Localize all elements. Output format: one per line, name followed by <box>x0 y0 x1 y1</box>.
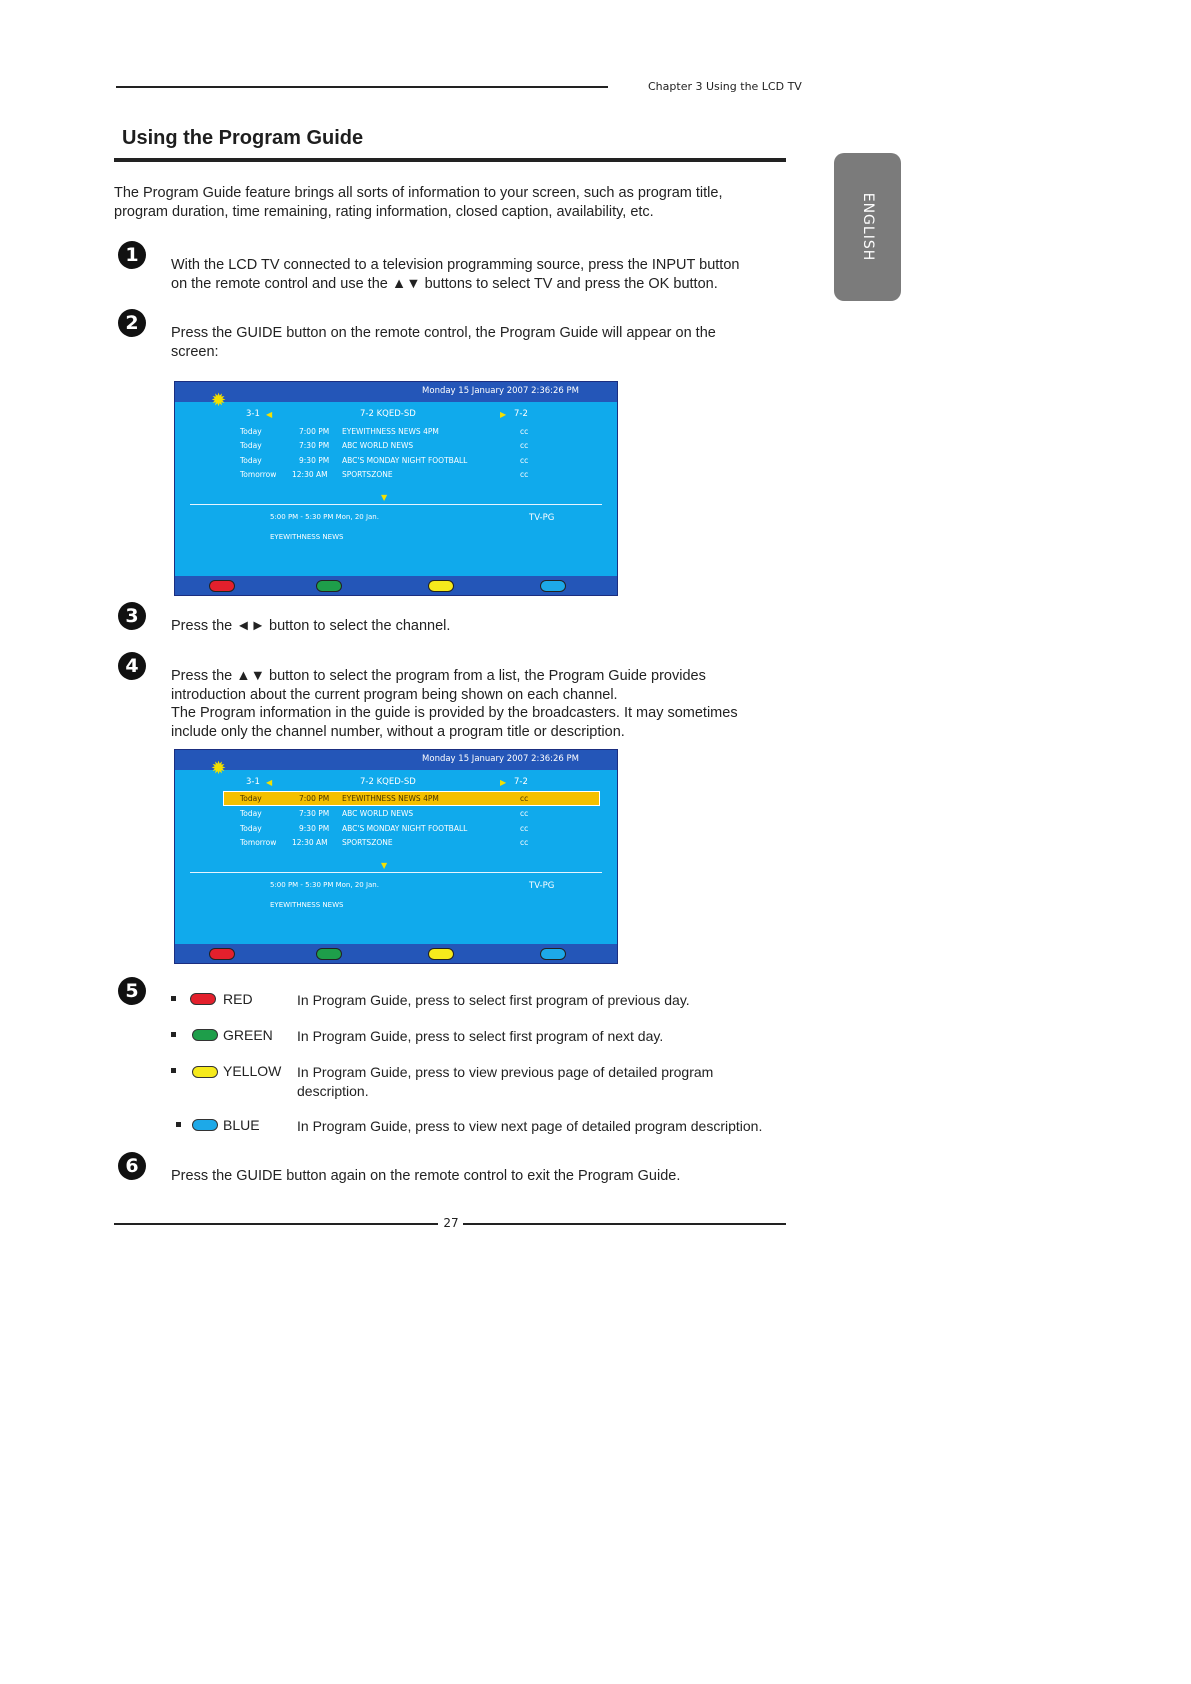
bullet <box>171 996 176 1001</box>
program-title: ABC'S MONDAY NIGHT FOOTBALL <box>342 456 468 465</box>
guide-datetime: Monday 15 January 2007 2:36:26 PM <box>422 754 579 764</box>
guide-program-row <box>175 439 617 453</box>
program-day: Today <box>240 824 262 833</box>
program-guide-screen-1 <box>174 381 618 596</box>
step-4-text <box>171 667 738 741</box>
program-cc: cc <box>520 427 529 436</box>
step-text-line: include only the channel number, without a program title or description. <box>171 723 625 740</box>
red-button-label: RED <box>223 991 253 1007</box>
program-title: EYEWITHNESS NEWS 4PM <box>342 794 439 803</box>
step-3-number: 3 <box>118 602 146 630</box>
language-tab-label: ENGLISH <box>859 192 876 262</box>
step-text-line: Press the GUIDE button on the remote control, the Program Guide will appear on the <box>171 325 716 341</box>
program-day: Today <box>240 794 262 803</box>
program-title: ABC WORLD NEWS <box>342 441 414 450</box>
program-time: 9:30 PM <box>299 824 330 833</box>
description-line: description. <box>297 1082 369 1099</box>
description-line: In Program Guide, press to select first program of previous day. <box>297 992 690 1008</box>
guide-program-row <box>175 454 617 468</box>
step-text-line: Press the GUIDE button again on the remote control to exit the Program Guide. <box>171 1168 681 1184</box>
footer-rule-right <box>463 1223 786 1225</box>
green-button-label: GREEN <box>223 1027 273 1043</box>
program-cc: cc <box>520 441 529 450</box>
program-cc: cc <box>520 809 529 818</box>
program-time: 12:30 AM <box>292 470 328 479</box>
program-title: ABC'S MONDAY NIGHT FOOTBALL <box>342 824 468 833</box>
bullet <box>171 1068 176 1073</box>
yellow-button-description <box>297 1063 713 1100</box>
blue-button-description <box>297 1117 762 1136</box>
program-cc: cc <box>520 456 529 465</box>
step-4-number: 4 <box>118 652 146 680</box>
program-title: SPORTSZONE <box>342 838 393 847</box>
step-text-line: introduction about the current program being shown on each channel. <box>171 686 618 703</box>
program-time: 7:30 PM <box>299 809 330 818</box>
title-rule <box>114 158 786 162</box>
green-button-icon <box>316 580 342 592</box>
down-arrow-icon: ▼ <box>381 493 388 502</box>
guide-program-row <box>175 425 617 439</box>
step-6-text <box>171 1167 680 1186</box>
right-arrow-icon: ▶ <box>500 410 507 419</box>
red-button-description <box>297 991 690 1010</box>
step-2-text <box>171 324 716 361</box>
program-day: Today <box>240 441 262 450</box>
green-button-icon <box>192 1029 218 1041</box>
red-button-icon <box>209 580 235 592</box>
blue-button-label: BLUE <box>223 1117 260 1133</box>
program-cc: cc <box>520 470 529 479</box>
guide-bottom-bar <box>175 576 617 595</box>
guide-time-slot: 5:00 PM - 5:30 PM Mon, 20 Jan. <box>270 881 379 889</box>
yellow-button-label: YELLOW <box>223 1063 282 1079</box>
program-time: 9:30 PM <box>299 456 330 465</box>
guide-current-channel: 7-2 KQED-SD <box>360 409 416 419</box>
blue-button-icon <box>540 948 566 960</box>
guide-datetime: Monday 15 January 2007 2:36:26 PM <box>422 386 579 396</box>
guide-bottom-bar <box>175 944 617 963</box>
guide-next-channel: 7-2 <box>514 409 528 419</box>
guide-prev-channel: 3-1 <box>246 777 260 787</box>
step-text-line: screen: <box>171 343 219 360</box>
down-arrow-icon: ▼ <box>381 861 388 870</box>
program-cc: cc <box>520 824 529 833</box>
step-2-number: 2 <box>118 309 146 337</box>
blue-button-icon <box>540 580 566 592</box>
gear-icon: ✹ <box>211 390 227 411</box>
green-button-description <box>297 1027 663 1046</box>
program-title: SPORTSZONE <box>342 470 393 479</box>
step-3-text <box>171 617 450 636</box>
description-line: In Program Guide, press to select first program of next day. <box>297 1028 664 1044</box>
yellow-button-icon <box>192 1066 218 1078</box>
program-day: Today <box>240 427 262 436</box>
guide-rating: TV-PG <box>529 881 555 891</box>
guide-time-slot: 5:00 PM - 5:30 PM Mon, 20 Jan. <box>270 513 379 521</box>
guide-program-row <box>175 822 617 836</box>
step-text-line: Press the ▲▼ button to select the program from a list, the Program Guide provides <box>171 668 706 684</box>
blue-button-icon <box>192 1119 218 1131</box>
program-day: Tomorrow <box>240 470 277 479</box>
step-text-line: on the remote control and use the ▲▼ buttons to select TV and press the OK button. <box>171 275 718 292</box>
step-text-line: Press the ◄► button to select the channel. <box>171 618 451 634</box>
program-day: Today <box>240 456 262 465</box>
step-5-number: 5 <box>118 977 146 1005</box>
program-day: Today <box>240 809 262 818</box>
program-title: EYEWITHNESS NEWS 4PM <box>342 427 439 436</box>
program-cc: cc <box>520 794 529 803</box>
guide-program-row <box>175 836 617 850</box>
step-6-number: 6 <box>118 1152 146 1180</box>
guide-program-row-selected <box>175 792 617 806</box>
intro-line: The Program Guide feature brings all sorts of information to your screen, such as program title, <box>114 185 723 201</box>
program-time: 12:30 AM <box>292 838 328 847</box>
program-title: ABC WORLD NEWS <box>342 809 414 818</box>
step-text-line: With the LCD TV connected to a television programming source, press the INPUT button <box>171 257 740 273</box>
program-day: Tomorrow <box>240 838 277 847</box>
program-time: 7:00 PM <box>299 427 330 436</box>
bullet <box>176 1122 181 1127</box>
guide-description: EYEWITHNESS NEWS <box>270 901 344 909</box>
gear-icon: ✹ <box>211 758 227 779</box>
program-time: 7:00 PM <box>299 794 330 803</box>
step-1-text <box>171 256 739 293</box>
red-button-icon <box>190 993 216 1005</box>
page-number: 27 <box>443 1216 459 1230</box>
guide-next-channel: 7-2 <box>514 777 528 787</box>
header-rule <box>116 86 608 88</box>
left-arrow-icon: ◀ <box>266 410 273 419</box>
chapter-label: Chapter 3 Using the LCD TV <box>648 80 802 93</box>
program-cc: cc <box>520 838 529 847</box>
description-line: In Program Guide, press to view previous page of detailed program <box>297 1064 714 1080</box>
guide-program-row <box>175 807 617 821</box>
bullet <box>171 1032 176 1037</box>
green-button-icon <box>316 948 342 960</box>
guide-prev-channel: 3-1 <box>246 409 260 419</box>
guide-program-row <box>175 468 617 482</box>
yellow-button-icon <box>428 948 454 960</box>
language-tab <box>834 153 901 301</box>
red-button-icon <box>209 948 235 960</box>
intro-text <box>114 184 722 221</box>
left-arrow-icon: ◀ <box>266 778 273 787</box>
guide-divider <box>190 504 602 505</box>
description-line: In Program Guide, press to view next page of detailed program description. <box>297 1118 763 1134</box>
guide-rating: TV-PG <box>529 513 555 523</box>
program-time: 7:30 PM <box>299 441 330 450</box>
step-1-number: 1 <box>118 241 146 269</box>
intro-line: program duration, time remaining, rating information, closed caption, availability, etc. <box>114 203 654 220</box>
guide-description: EYEWITHNESS NEWS <box>270 533 344 541</box>
program-guide-screen-2 <box>174 749 618 964</box>
right-arrow-icon: ▶ <box>500 778 507 787</box>
yellow-button-icon <box>428 580 454 592</box>
section-title: Using the Program Guide <box>122 127 364 149</box>
step-text-line: The Program information in the guide is provided by the broadcasters. It may sometimes <box>171 705 738 721</box>
guide-divider <box>190 872 602 873</box>
footer-rule-left <box>114 1223 438 1225</box>
guide-current-channel: 7-2 KQED-SD <box>360 777 416 787</box>
